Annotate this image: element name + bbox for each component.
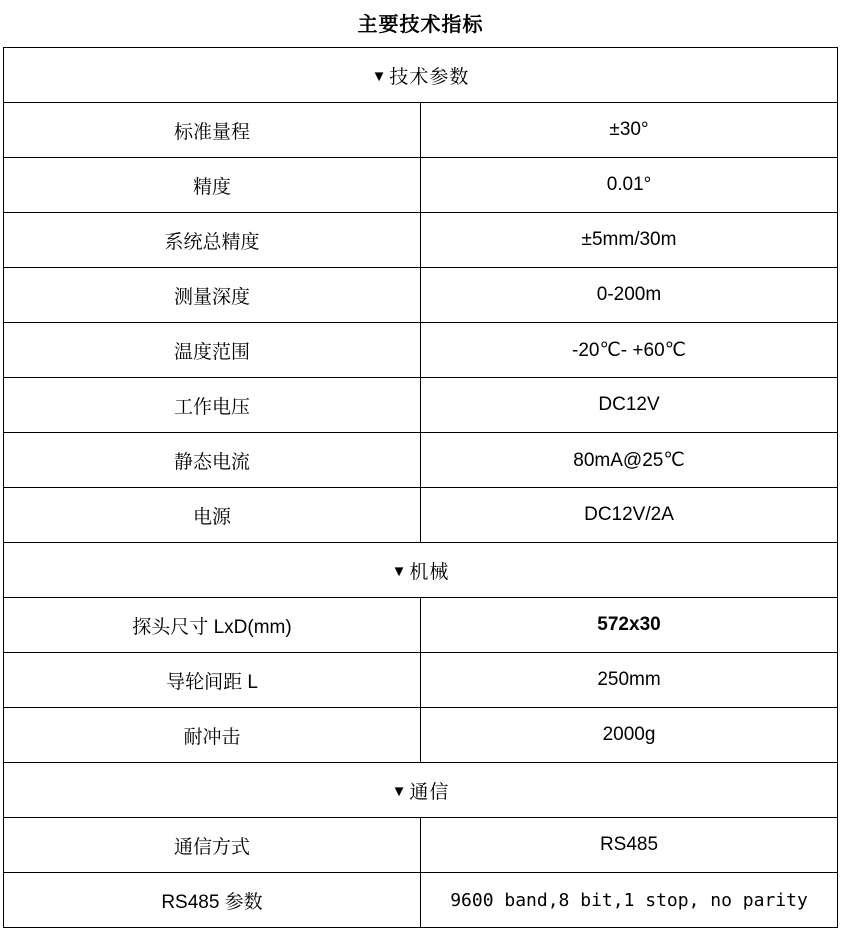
table-row [4,323,838,378]
spec-label: 通信方式 [4,818,421,873]
table-row [4,158,838,213]
section-heading-label: 机械 [409,561,450,583]
section-heading-label: 通信 [409,781,450,803]
spec-label: 静态电流 [4,433,421,488]
spec-label: 耐冲击 [4,708,421,763]
table-row [4,268,838,323]
spec-label: 探头尺寸 LxD(mm) [4,598,421,653]
spec-value: 80mA@25℃ [421,433,838,488]
spec-value: 9600 band,8 bit,1 stop, no parity [421,873,838,928]
spec-label: 电源 [4,488,421,543]
spec-value: RS485 [421,818,838,873]
table-body [4,48,838,928]
section-heading-row [4,543,838,598]
table-row [4,818,838,873]
section-heading[interactable] [4,543,838,598]
section-heading-label: 技术参数 [389,66,470,88]
spec-label: 精度 [4,158,421,213]
spec-value: DC12V [421,378,838,433]
table-row [4,103,838,158]
section-heading-row [4,48,838,103]
section-heading[interactable] [4,763,838,818]
spec-value: -20℃- +60℃ [421,323,838,378]
spec-value: 2000g [421,708,838,763]
spec-label: RS485 参数 [4,873,421,928]
spec-label: 温度范围 [4,323,421,378]
table-row [4,433,838,488]
spec-value: ±5mm/30m [421,213,838,268]
section-heading[interactable] [4,48,838,103]
table-row [4,653,838,708]
chevron-down-icon: ▼ [371,67,388,85]
table-row [4,213,838,268]
table-row [4,598,838,653]
spec-label: 系统总精度 [4,213,421,268]
section-heading-row [4,763,838,818]
chevron-down-icon: ▼ [391,782,408,800]
spec-value: ±30° [421,103,838,158]
table-row [4,708,838,763]
spec-value: 0-200m [421,268,838,323]
chevron-down-icon: ▼ [391,562,408,580]
spec-label: 工作电压 [4,378,421,433]
table-row [4,873,838,928]
spec-value: 250mm [421,653,838,708]
spec-label: 标准量程 [4,103,421,158]
spec-value: DC12V/2A [421,488,838,543]
page-title: 主要技术指标 [357,14,484,36]
table-row [4,378,838,433]
spec-label: 导轮间距 L [4,653,421,708]
spec-value: 0.01° [421,158,838,213]
spec-label: 测量深度 [4,268,421,323]
spec-value: 572x30 [421,598,838,653]
table-row [4,488,838,543]
specification-table [3,47,838,928]
